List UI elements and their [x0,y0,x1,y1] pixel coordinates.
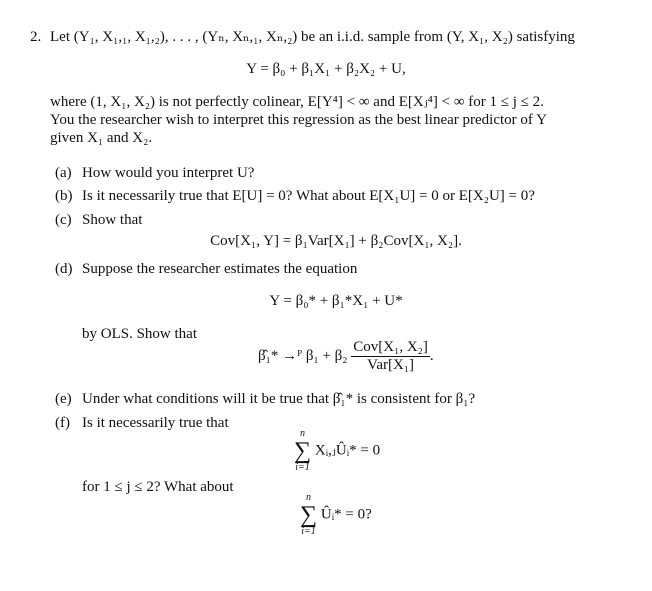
sum-lower-limit: i=1 [295,462,310,473]
problem-intro: Let (Y₁, X₁,₁, X₁,₂), . . . , (Yₙ, Xₙ,₁, Xₙ,₂) be an i.i.d. sample from (Y, X₁, X₂) satisfying [50,29,575,45]
part-a-text: How would you interpret U? [82,165,255,181]
part-e-text: Under what conditions will it be true that β̂₁* is consistent for β₁? [82,391,476,407]
sum-equation-1 [294,428,380,474]
part-d-text2: by OLS. Show that [82,326,198,342]
part-c-equation: Cov[X₁, Y] = β₁Var[X₁] + β₂Cov[X₁, X₂]. [210,233,462,249]
part-a-label: (a) [55,165,72,181]
part-d-text: Suppose the researcher estimates the equation [82,261,358,277]
limit-lhs: β̂₁* →ᴾ β₁ + β₂ [258,347,348,364]
part-f-text: Is it necessarily true that [82,415,229,431]
sum-equation-2 [300,492,372,538]
sum-body: Ûᵢ* = 0? [320,506,372,523]
sum-symbol: ∑ [294,438,312,464]
assumption-line: where (1, X₁, X₂) is not perfectly colinear, E[Y⁴] < ∞ and E[Xⱼ⁴] < ∞ for 1 ≤ j ≤ 2. [50,94,544,110]
fraction [351,339,430,374]
sum-upper-limit: n [300,428,306,439]
part-f-text2: for 1 ≤ j ≤ 2? What about [82,479,234,495]
sum-upper-limit: n [306,492,312,503]
problem-number: 2. [30,29,42,45]
sum-lower-limit: i=1 [301,526,316,537]
part-b-label: (b) [55,188,73,204]
part-f-label: (f) [55,415,70,431]
part-d-equation: Y = β₀* + β₁*X₁ + U* [269,293,403,309]
assumption-line: You the researcher wish to interpret this regression as the best linear predictor of Y [50,112,547,128]
part-c-label: (c) [55,212,72,228]
part-e-label: (e) [55,391,72,407]
summation [300,492,317,538]
assumption-line: given X₁ and X₂. [50,130,153,146]
fraction-denominator: Var[X₁] [367,357,415,373]
period: . [429,347,434,364]
part-d-label: (d) [55,261,73,277]
summation [294,428,311,474]
part-b-text: Is it necessarily true that E[U] = 0? What about E[X₁U] = 0 or E[X₂U] = 0? [82,188,535,204]
fraction-numerator: Cov[X₁, X₂] [353,339,428,355]
part-c-text: Show that [82,212,143,228]
model-equation: Y = β₀ + β₁X₁ + β₂X₂ + U, [246,61,406,77]
part-d-limit-equation [258,339,434,374]
sum-body: Xᵢ,ⱼÛᵢ* = 0 [314,442,381,459]
sum-symbol: ∑ [300,502,318,528]
